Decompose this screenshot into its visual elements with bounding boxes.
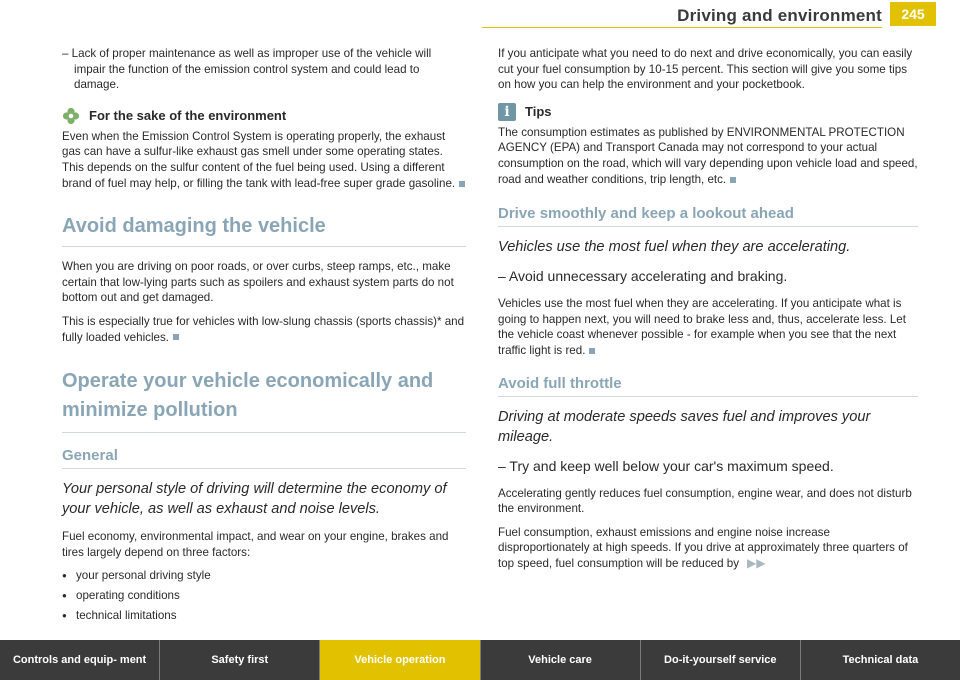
footer-tab-vehicle-care[interactable]: Vehicle care [481, 640, 641, 680]
info-icon: i [498, 103, 516, 121]
tips-heading-text: Tips [525, 104, 552, 120]
page-number-badge: 245 [890, 2, 936, 26]
drive-smoothly-heading: Drive smoothly and keep a lookout ahead [498, 205, 918, 227]
full-throttle-task: – Try and keep well below your car's maximum speed. [498, 457, 834, 474]
flower-icon [62, 107, 80, 125]
tips-text [498, 125, 918, 187]
list-item: ● technical limitations [62, 608, 466, 624]
list-item: ● operating conditions [62, 588, 466, 604]
avoid-damage-heading: Avoid damaging the vehicle [62, 213, 466, 247]
tips-heading [498, 103, 918, 121]
environment-heading-text: For the sake of the environment [89, 108, 287, 124]
full-throttle-p2 [498, 525, 918, 572]
continue-arrow-icon[interactable]: ▶▶ [747, 555, 766, 570]
footer-tab-controls[interactable]: Controls and equip- ment [0, 640, 160, 680]
avoid-damage-p2-body: This is especially true for vehicles with low-slung chassis (sports chassis)* and fully loaded vehicles. [62, 314, 465, 344]
end-mark-icon [173, 334, 179, 340]
drive-smoothly-task: – Avoid unnecessary accelerating and braking. [498, 268, 788, 285]
avoid-damage-p2 [62, 314, 466, 345]
full-throttle-lead: Driving at moderate speeds saves fuel and improves your mileage. [498, 408, 871, 445]
general-heading: General [62, 447, 466, 469]
right-column [498, 46, 918, 580]
footer-tab-technical-data[interactable]: Technical data [801, 640, 960, 680]
drive-smoothly-text-body: Vehicles use the most fuel when they are accelerating. If you anticipate what is going to happen next, you will need to brake less and, thus, accelerate less. Let the vehicle coast whenever possible - for example when you see that the next traffic light is red. [498, 297, 906, 357]
footer-nav [0, 640, 960, 680]
avoid-damage-p1: When you are driving on poor roads, or over curbs, steep ramps, etc., make certain that low-lying parts such as spoilers and exhaust system parts do not bottom out and get damaged. [62, 260, 454, 305]
environment-text-body: Even when the Emission Control System is operating properly, the exhaust gas can have a sulfur-like exhaust gas smell under some operating states. This depends on the sulfur content of the fuel being used. Using a different brand of fuel may help, or filling the tank with lead-free super grade gasoline. [62, 129, 456, 190]
operate-economically-heading: Operate your vehicle economically and minimize pollution [62, 367, 466, 433]
environment-text [62, 129, 466, 191]
end-mark-icon [730, 177, 736, 183]
maintenance-note: – Lack of proper maintenance as well as improper use of the vehicle will impair the function of the emission control system and could lead to damage. [62, 47, 432, 92]
footer-tab-safety[interactable]: Safety first [160, 640, 320, 680]
general-lead: Your personal style of driving will determine the economy of your vehicle, as well as exhaust and noise levels. [62, 481, 447, 518]
end-mark-icon [459, 181, 465, 187]
left-column [62, 46, 466, 628]
tips-text-body: The consumption estimates as published by ENVIRONMENTAL PROTECTION AGENCY (EPA) and Transport Canada may not correspond to your actual consumption on the road, which will vary depending upon vehicle load and speed, road and weather conditions, trip length, etc. [498, 125, 918, 186]
list-item: ● your personal driving style [62, 568, 466, 584]
end-mark-icon [589, 348, 595, 354]
full-throttle-p1: Accelerating gently reduces fuel consumption, engine wear, and does not disturb the environment. [498, 486, 912, 516]
general-p1: Fuel economy, environmental impact, and wear on your engine, brakes and tires largely depend on three factors: [62, 530, 449, 559]
header-title: Driving and environment [677, 6, 882, 25]
intro-text: If you anticipate what you need to do next and drive economically, you can easily cut your fuel consumption by 10-15 percent. This section will give you some tips on how you can help the environment and your pocketbook. [498, 47, 913, 92]
drive-smoothly-text [498, 296, 918, 358]
footer-tab-vehicle-operation[interactable]: Vehicle operation [320, 640, 480, 680]
drive-smoothly-lead: Vehicles use the most fuel when they are accelerating. [498, 239, 851, 256]
header-rule [482, 27, 882, 28]
full-throttle-p2-body: Fuel consumption, exhaust emissions and engine noise increase disproportionately at high speeds. If you drive at approximately three quarters of top speed, fuel consumption will be reduced by [498, 525, 908, 570]
avoid-full-throttle-heading: Avoid full throttle [498, 375, 918, 397]
environment-heading [62, 107, 466, 125]
footer-tab-diy-service[interactable]: Do-it-yourself service [641, 640, 801, 680]
